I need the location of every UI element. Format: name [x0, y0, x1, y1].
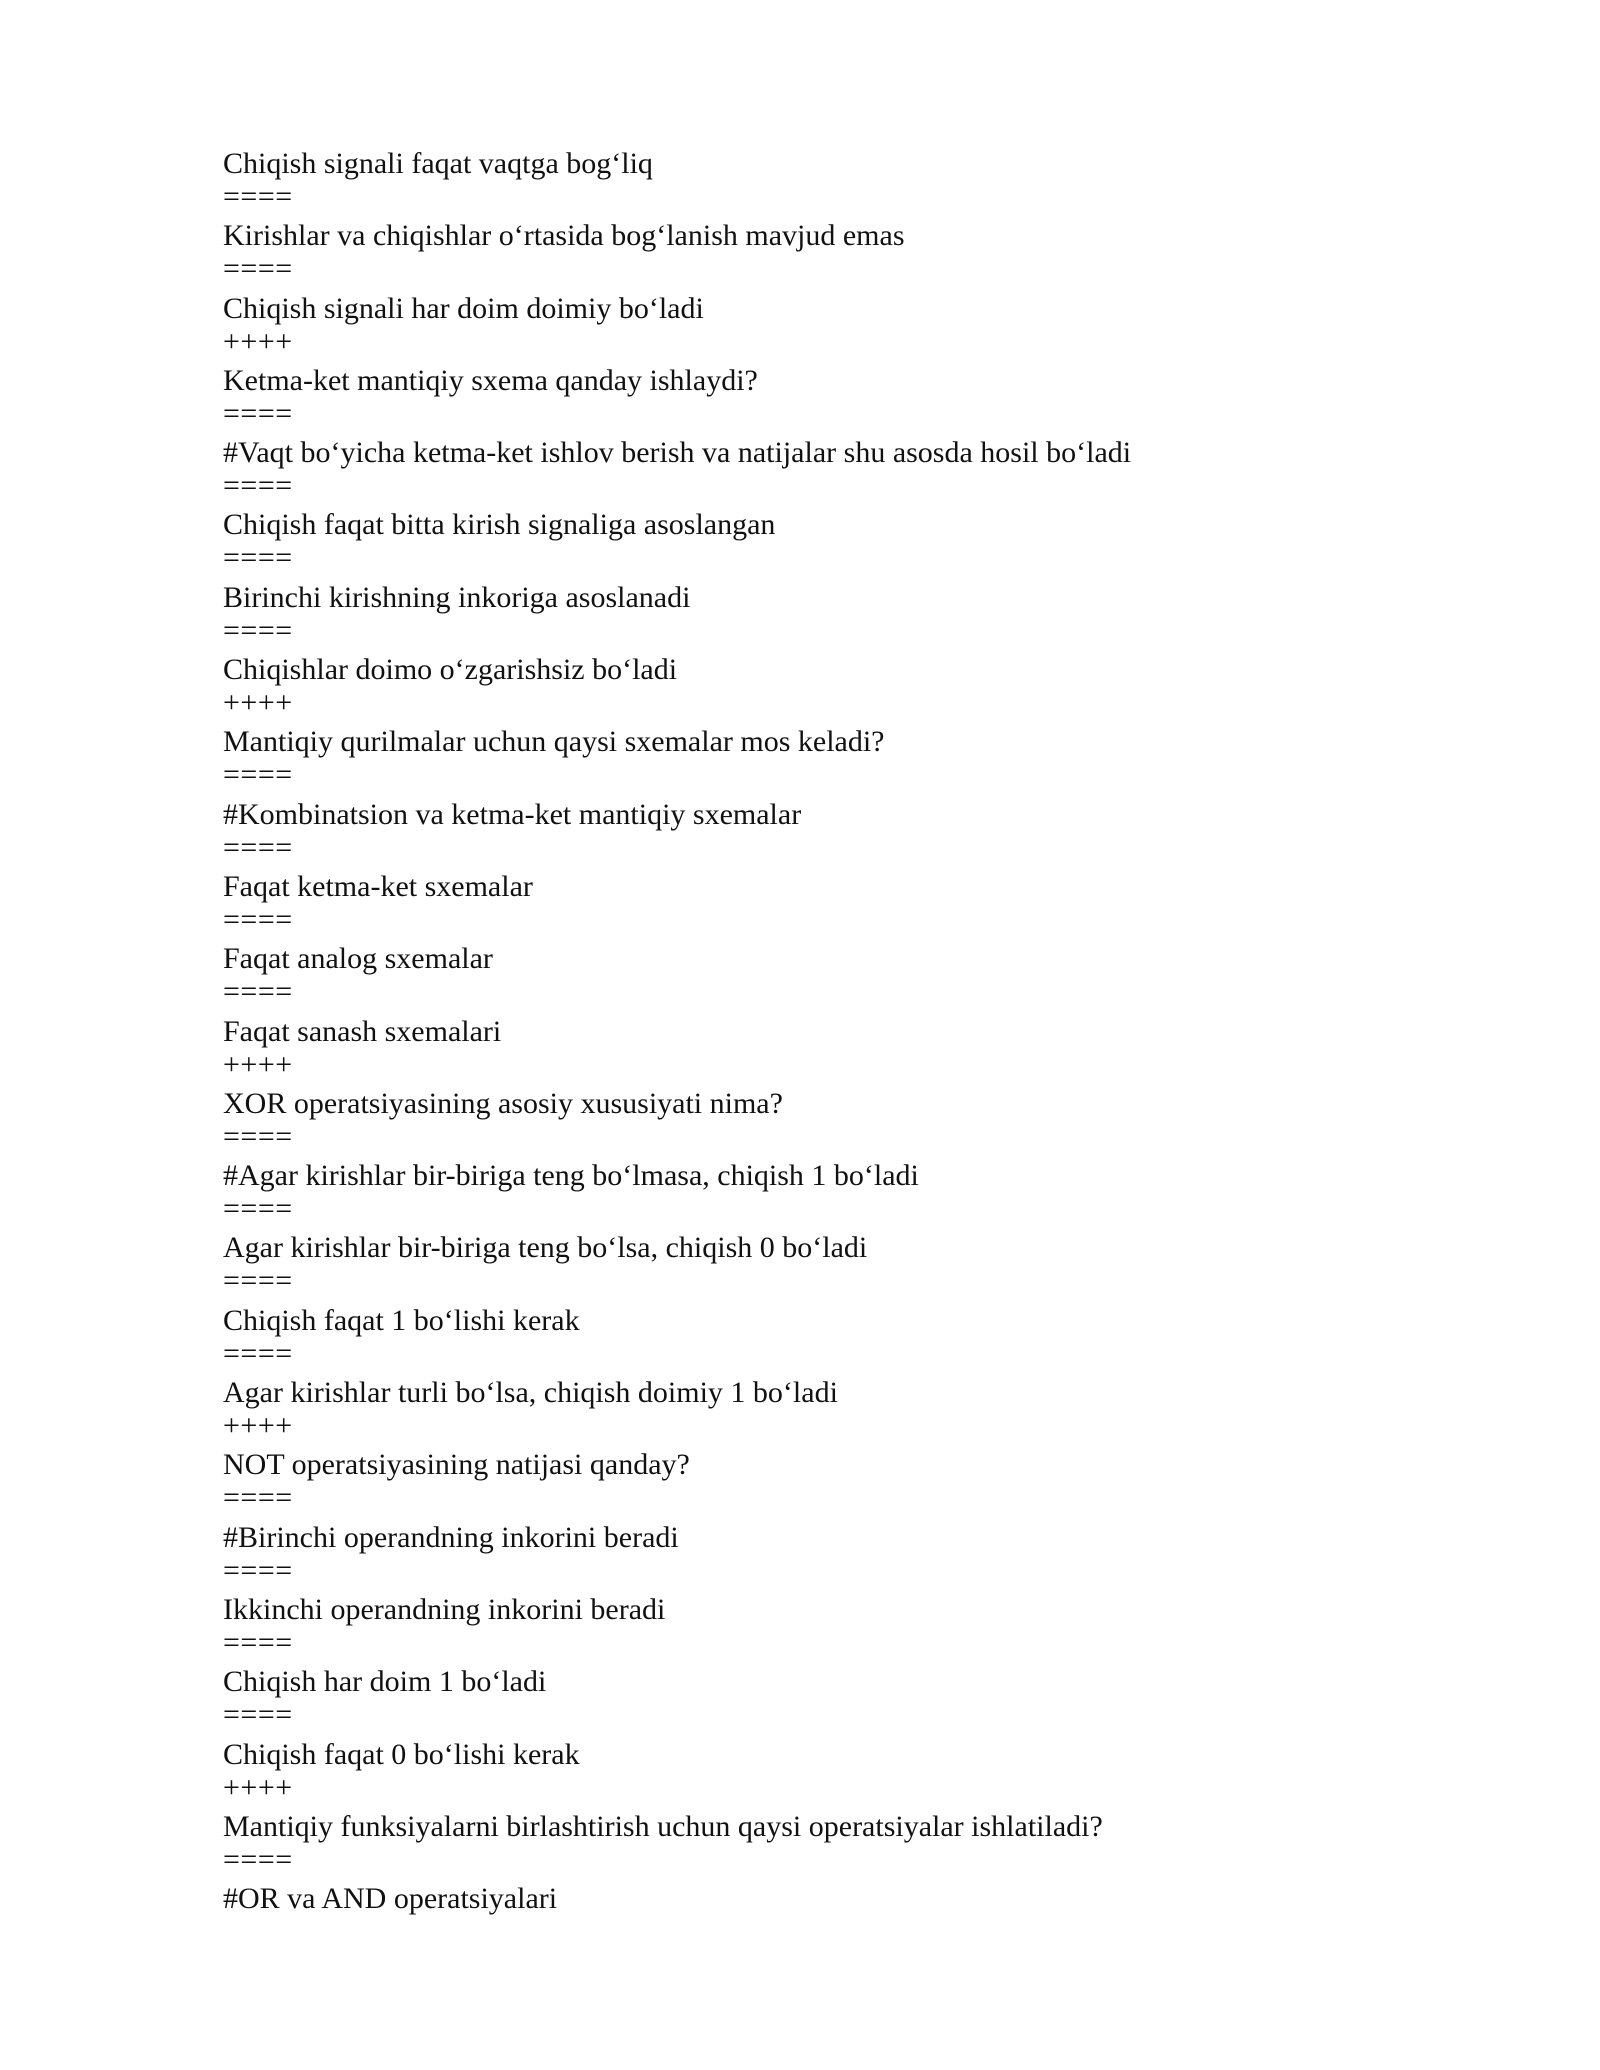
list-item [223, 1230, 1473, 1302]
list-item [223, 1158, 1473, 1230]
list-item [223, 1086, 1473, 1158]
line-separator: ==== [223, 1119, 293, 1153]
line-separator: ++++ [223, 324, 293, 358]
line-text: #OR va AND operatsiyalari [223, 1882, 558, 1916]
list-item [223, 724, 1473, 796]
line-separator: ==== [223, 975, 293, 1009]
line-separator: ==== [223, 1553, 293, 1587]
line-text: #Kombinatsion va ketma-ket mantiqiy sxemalar [223, 797, 802, 831]
line-separator: ==== [223, 1698, 293, 1732]
list-item [223, 797, 1473, 869]
line-separator: ==== [223, 830, 293, 864]
line-text: Chiqish faqat 0 bo‘lishi kerak [223, 1737, 580, 1771]
list-item [223, 1520, 1473, 1592]
list-item [223, 1809, 1473, 1881]
list-item [223, 869, 1473, 941]
line-separator: ==== [223, 541, 293, 575]
list-item [223, 1737, 1473, 1809]
list-item [223, 363, 1473, 435]
line-text: Chiqish faqat 1 bo‘lishi kerak [223, 1303, 580, 1337]
line-text: Faqat analog sxemalar [223, 942, 493, 976]
list-item [223, 1881, 1473, 1953]
list-item [223, 580, 1473, 652]
line-separator: ==== [223, 1264, 293, 1298]
line-text: Ikkinchi operandning inkorini beradi [223, 1592, 666, 1626]
list-item [223, 941, 1473, 1013]
list-item [223, 652, 1473, 724]
line-separator: ==== [223, 1842, 293, 1876]
line-text: Faqat sanash sxemalari [223, 1014, 502, 1048]
line-separator: ==== [223, 180, 293, 213]
line-text: Faqat ketma-ket sxemalar [223, 869, 533, 903]
list-item [223, 1664, 1473, 1736]
line-separator: ++++ [223, 1409, 293, 1443]
line-separator: ==== [223, 613, 293, 647]
list-item [223, 1447, 1473, 1519]
line-separator: ++++ [223, 686, 293, 720]
list-item [223, 507, 1473, 579]
line-text: NOT operatsiyasining natijasi qanday? [223, 1448, 690, 1482]
line-text: Chiqish signali faqat vaqtga bog‘liq [223, 147, 653, 180]
line-separator: ==== [223, 1625, 293, 1659]
list-item [223, 1592, 1473, 1664]
line-text: #Birinchi operandning inkorini beradi [223, 1520, 679, 1554]
line-separator: ==== [223, 902, 293, 936]
line-separator: ++++ [223, 1047, 293, 1081]
document-body [223, 146, 1473, 1953]
line-text: Mantiqiy funksiyalarni birlashtirish uchun qaysi operatsiyalar ishlatiladi? [223, 1809, 1103, 1843]
line-separator: ==== [223, 396, 293, 430]
line-text: #Vaqt bo‘yicha ketma-ket ishlov berish va natijalar shu asosda hosil bo‘ladi [223, 436, 1132, 470]
list-item [223, 1375, 1473, 1447]
list-item [223, 1303, 1473, 1375]
line-separator: ==== [223, 252, 293, 286]
line-text: Chiqishlar doimo o‘zgarishsiz bo‘ladi [223, 653, 678, 687]
line-text: Chiqish signali har doim doimiy bo‘ladi [223, 291, 704, 325]
line-text: Agar kirishlar turli bo‘lsa, chiqish doimiy 1 bo‘ladi [223, 1376, 838, 1410]
line-text: Kirishlar va chiqishlar o‘rtasida bog‘lanish mavjud emas [223, 219, 905, 253]
line-separator: ==== [223, 1192, 293, 1226]
line-separator: ==== [223, 1336, 293, 1370]
line-text: #Agar kirishlar bir-biriga teng bo‘lmasa, chiqish 1 bo‘ladi [223, 1159, 919, 1193]
line-text: Birinchi kirishning inkoriga asoslanadi [223, 580, 691, 614]
line-text: Chiqish faqat bitta kirish signaliga asoslangan [223, 508, 776, 542]
line-text: Ketma-ket mantiqiy sxema qanday ishlaydi? [223, 363, 758, 397]
line-separator: ==== [223, 469, 293, 503]
list-item [223, 146, 1473, 218]
list-item [223, 1014, 1473, 1086]
line-separator: ==== [223, 1481, 293, 1515]
line-separator: ++++ [223, 1770, 293, 1804]
list-item [223, 218, 1473, 290]
line-text: Agar kirishlar bir-biriga teng bo‘lsa, chiqish 0 bo‘ladi [223, 1231, 868, 1265]
list-item [223, 291, 1473, 363]
line-text: Chiqish har doim 1 bo‘ladi [223, 1665, 547, 1699]
list-item [223, 435, 1473, 507]
line-separator: ==== [223, 758, 293, 792]
line-text: Mantiqiy qurilmalar uchun qaysi sxemalar mos keladi? [223, 725, 885, 759]
line-text: XOR operatsiyasining asosiy xususiyati nima? [223, 1086, 783, 1120]
